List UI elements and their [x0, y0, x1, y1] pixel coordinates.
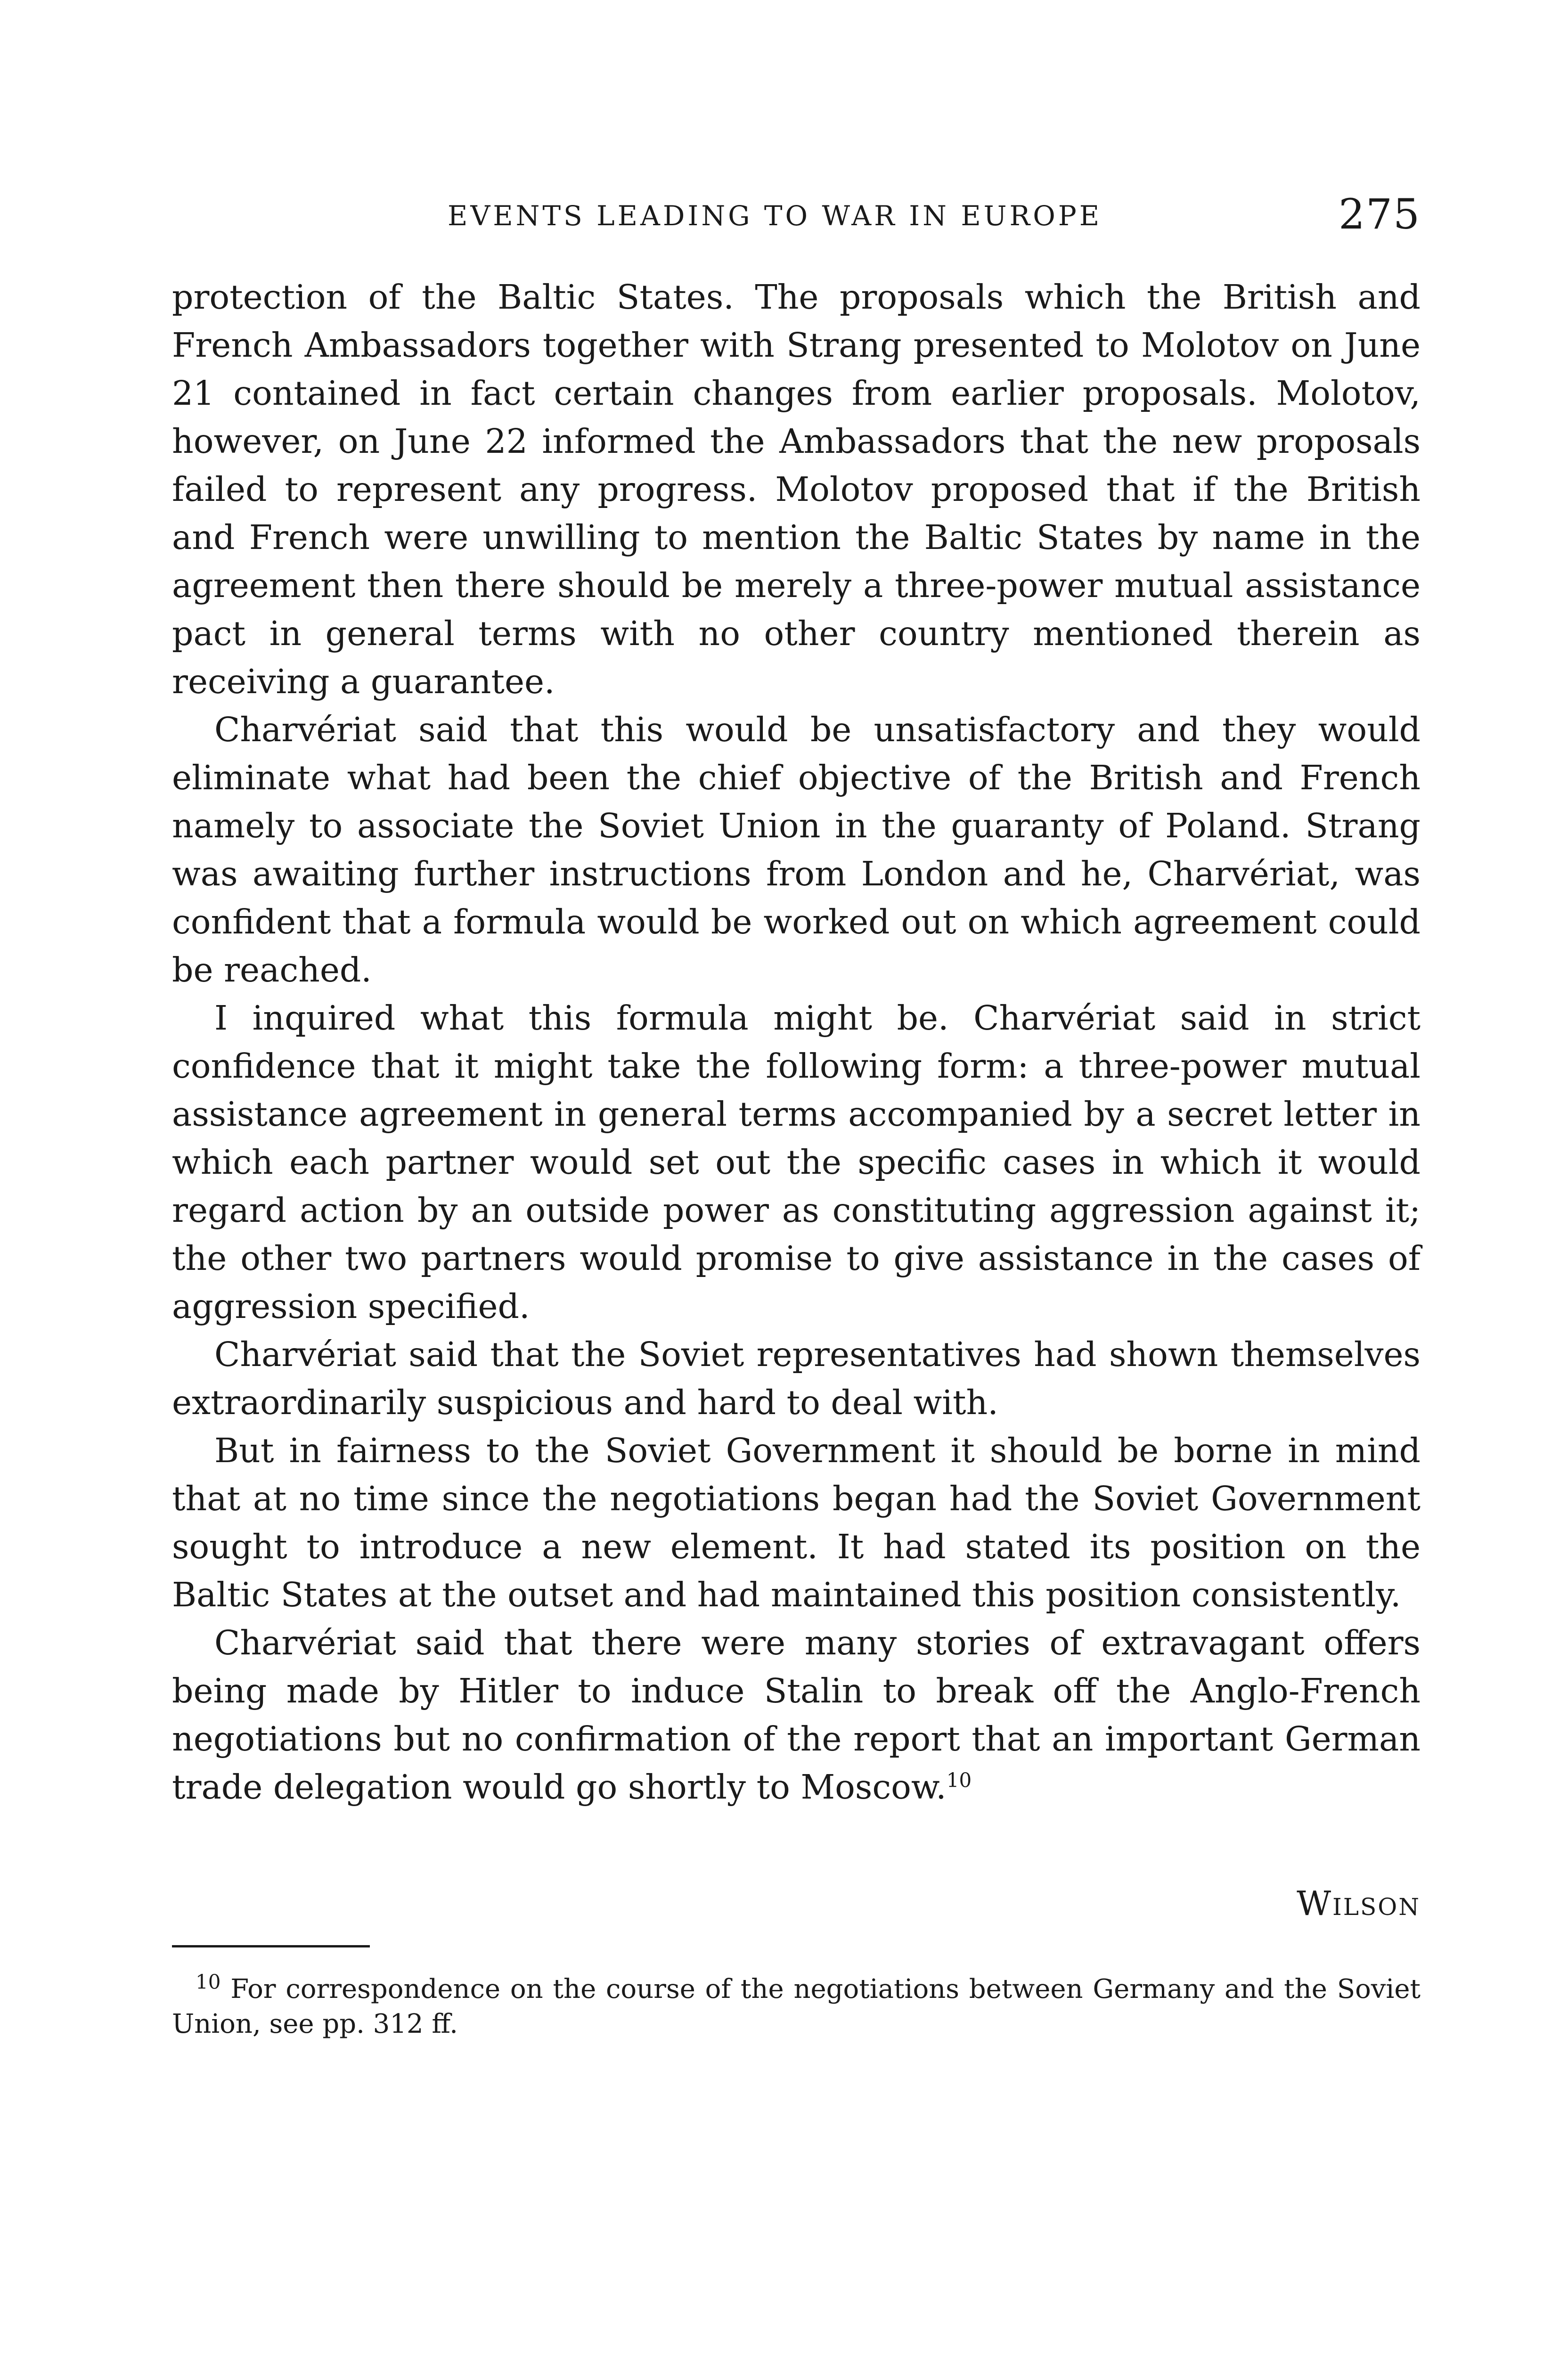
- paragraph-6-text: Charvériat said that there were many stories of extravagant offers being made by Hitler to induce Stalin to break off the Anglo-French negotiations but no confirmation of the report that an important German trade delegation would go shortly to Moscow.: [172, 1623, 1421, 1807]
- running-head: [172, 190, 1421, 238]
- paragraph-2: Charvériat said that this would be unsatisfactory and they would eliminate what had been the chief objective of the British and French namely to associate the Soviet Union in the guaranty of Poland. Strang was awaiting further instructions from London and he, Charvériat, was confident that a formula would be worked out on which agreement could be reached.: [172, 710, 1421, 990]
- footnote-divider: [172, 1945, 370, 1947]
- paragraph-5: But in fairness to the Soviet Government it should be borne in mind that at no time since the negotiations began had the Soviet Government sought to introduce a new element. It had stated its position on the Baltic States at the outset and had maintained this position consistently.: [172, 1431, 1421, 1614]
- page-number: 275: [1339, 190, 1421, 238]
- body-text: [172, 273, 1421, 1811]
- paragraph-3: I inquired what this formula might be. Charvériat said in strict confidence that it might take the following form: a three-power mutual assistance agreement in general terms accompanied by a secret letter in which each partner would set out the specific cases in which it would regard action by an outside power as constituting aggression against it; the other two partners would promise to give assistance in the cases of aggression specified.: [172, 998, 1421, 1326]
- footnote: [172, 1972, 1421, 2042]
- paragraph-6: [172, 1619, 1421, 1811]
- footnote-reference: 10: [946, 1768, 972, 1792]
- footnote-number: 10: [196, 1970, 221, 1994]
- footnote-text: For correspondence on the course of the negotiations between Germany and the Soviet Union, see pp. 312 ff.: [172, 1974, 1421, 2039]
- running-title: EVENTS LEADING TO WAR IN EUROPE: [448, 200, 1102, 232]
- paragraph-1: protection of the Baltic States. The proposals which the British and French Ambassadors together with Strang presented to Molotov on June 21 contained in fact certain changes from earlier proposals. Molotov, however, on June 22 informed the Ambassadors that the new proposals failed to represent any progress. Molotov proposed that if the British and French were unwilling to mention the Baltic States by name in the agreement then there should be merely a three-power mutual assistance pact in general terms with no other country mentioned therein as receiving a guarantee.: [172, 278, 1421, 701]
- paragraph-4: Charvériat said that the Soviet representatives had shown themselves extraordinarily suspicious and hard to deal with.: [172, 1335, 1421, 1422]
- signature: Wilson: [1297, 1884, 1421, 1923]
